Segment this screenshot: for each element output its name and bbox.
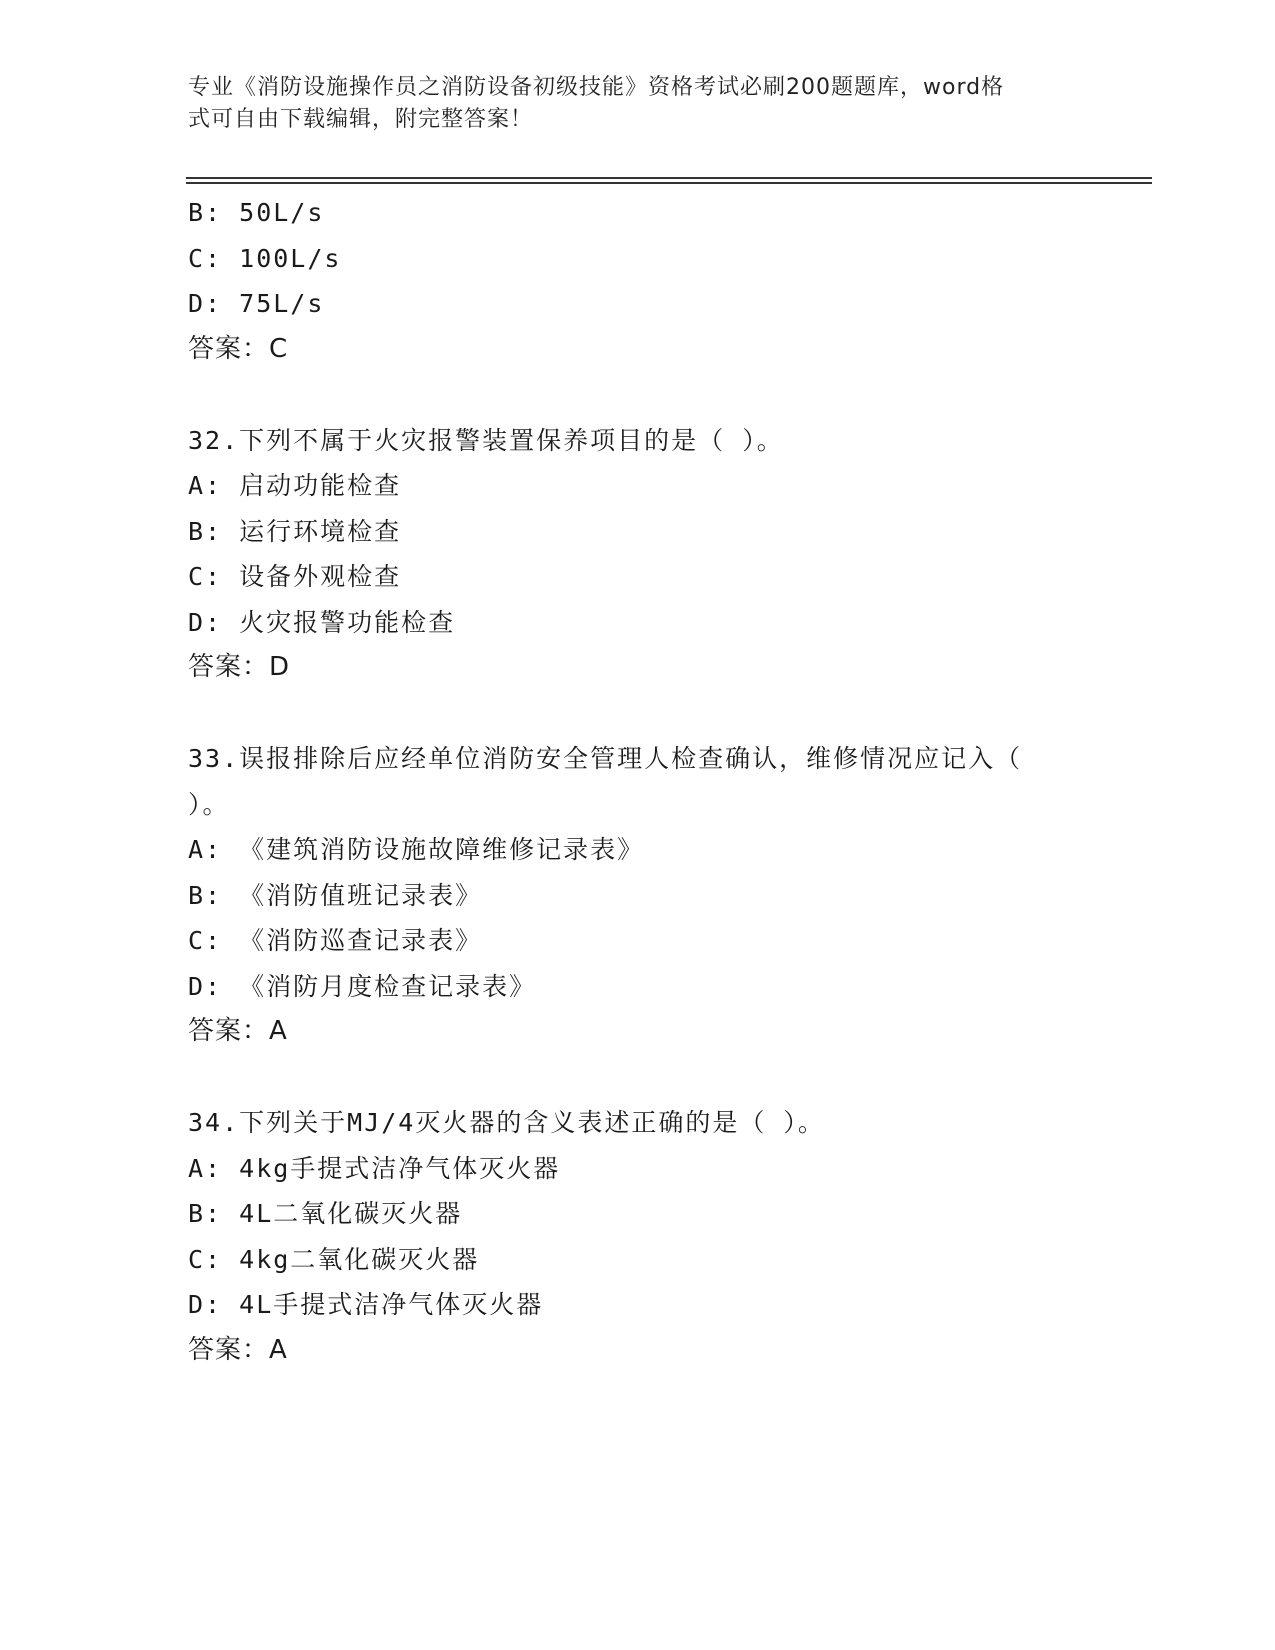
question-34 <box>188 1100 1088 1373</box>
spacer <box>188 1055 1088 1101</box>
header-line-2: 式可自由下载编辑，附完整答案！ <box>188 107 534 132</box>
option-b: B: 《消防值班记录表》 <box>188 880 483 910</box>
answer-line: 答案：C <box>188 333 289 364</box>
header-divider-bottom <box>186 182 1152 184</box>
option-c: C: 100L/s <box>188 243 342 273</box>
document-body <box>188 190 1088 1373</box>
document-header <box>188 72 1068 136</box>
option-d: D: 火灾报警功能检查 <box>188 607 456 637</box>
option-a: A: 启动功能检查 <box>188 471 402 500</box>
header-line-1: 专业《消防设施操作员之消防设备初级技能》资格考试必刷200题题库，word格 <box>188 75 1005 100</box>
option-b: B: 50L/s <box>188 198 325 227</box>
prev-question-block <box>188 190 1088 372</box>
question-stem: 34.下列关于MJ/4灭火器的含义表述正确的是（ ）。 <box>188 1108 825 1137</box>
answer-line: 答案：A <box>188 1334 288 1365</box>
question-33 <box>188 736 1088 1055</box>
spacer <box>188 691 1088 737</box>
question-stem-continued: ）。 <box>188 789 230 819</box>
question-stem: 32.下列不属于火灾报警装置保养项目的是（ ）。 <box>188 425 784 455</box>
option-b: B: 运行环境检查 <box>188 516 402 546</box>
answer-line: 答案：A <box>188 1016 288 1046</box>
option-d: D: 《消防月度检查记录表》 <box>188 971 537 1001</box>
option-a: A: 《建筑消防设施故障维修记录表》 <box>188 835 645 864</box>
option-c: C: 《消防巡查记录表》 <box>188 926 483 955</box>
option-d: D: 75L/s <box>188 289 325 318</box>
option-b: B: 4L二氧化碳灭火器 <box>188 1199 463 1228</box>
question-32 <box>188 418 1088 691</box>
option-d: D: 4L手提式洁净气体灭火器 <box>188 1290 544 1319</box>
question-stem: 33.误报排除后应经单位消防安全管理人检查确认，维修情况应记入（ <box>188 744 1023 773</box>
answer-line: 答案：D <box>188 652 291 682</box>
option-a: A: 4kg手提式洁净气体灭火器 <box>188 1153 561 1183</box>
spacer <box>188 372 1088 418</box>
option-c: C: 设备外观检查 <box>188 562 402 591</box>
header-divider-top <box>186 177 1152 179</box>
option-c: C: 4kg二氧化碳灭火器 <box>188 1244 480 1274</box>
